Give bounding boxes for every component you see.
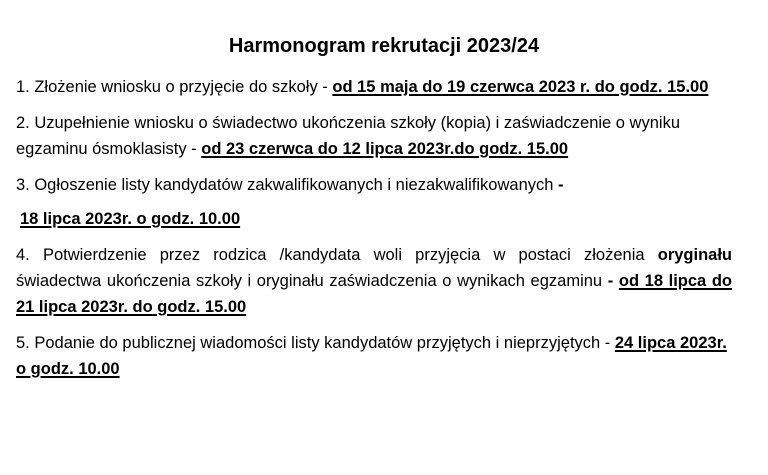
item-4-text-after: świadectwa ukończenia szkoły i oryginału zaświadczenia o wynikach egzaminu [16, 272, 608, 290]
item-4-text-before: 4. Potwierdzenie przez rodzica /kandydata woli przyjęcia w postaci złożenia [16, 246, 658, 264]
schedule-item-3 [16, 172, 732, 198]
page-title: Harmonogram rekrutacji 2023/24 [228, 35, 540, 57]
item-3-text: 3. Ogłoszenie listy kandydatów zakwalifikowanych i niezakwalifikowanych [16, 176, 559, 194]
item-2-date: od 23 czerwca do 12 lipca 2023r.do godz. 15.00 [201, 140, 569, 158]
schedule-item-1 [16, 74, 732, 100]
item-3-date: 18 lipca 2023r. o godz. 10.00 [20, 210, 241, 228]
schedule-item-4 [16, 242, 732, 320]
item-1-text: 1. Złożenie wniosku o przyjęcie do szkoły - [16, 78, 333, 96]
item-4-date: od 18 lipca do 21 lipca 2023r. do godz. 15.00 [16, 272, 732, 316]
item-3-dash: - [558, 176, 564, 194]
item-1-date: od 15 maja do 19 czerwca 2023 r. do godz. 15.00 [332, 78, 709, 96]
item-5-text: 5. Podanie do publicznej wiadomości listy kandydatów przyjętych i nieprzyjętych - [16, 334, 615, 352]
item-2-text: 2. Uzupełnienie wniosku o świadectwo ukończenia szkoły (kopia) i zaświadczenie o wyniku egzaminu ósmoklasisty - [16, 114, 680, 158]
schedule-item-2 [16, 110, 732, 162]
item-4-bold-word: oryginału [657, 246, 732, 264]
item-5-date: 24 lipca 2023r. o godz. 10.00 [16, 334, 727, 378]
schedule-item-5 [16, 330, 732, 382]
item-4-dash: - [607, 272, 619, 290]
schedule-item-3-date-line [16, 206, 732, 232]
